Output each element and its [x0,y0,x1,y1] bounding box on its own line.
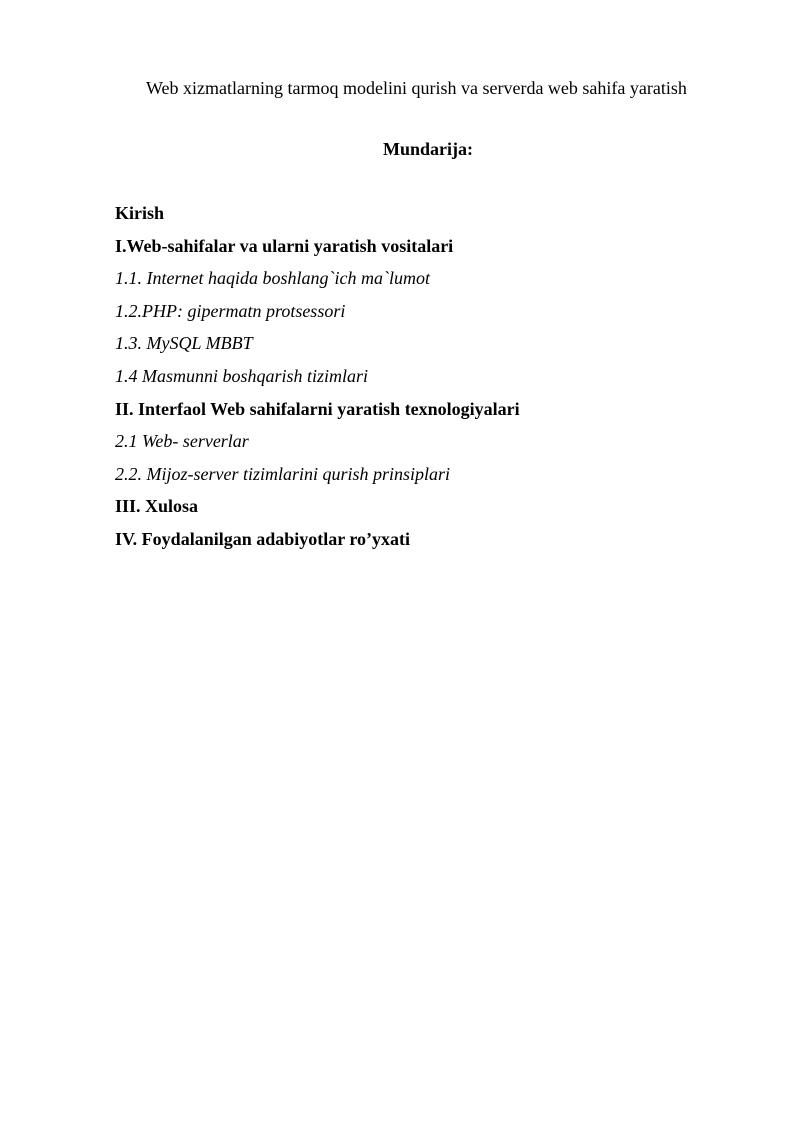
toc-heading: Mundarija: [383,139,473,159]
toc-entry-1-3: 1.3. MySQL MBBT [115,333,253,354]
toc-entry-1-2: 1.2.PHP: gipermatn protsessori [115,300,346,321]
document-title: Web xizmatlarning tarmoq modelini qurish va serverda web sahifa yaratish [146,78,687,98]
toc-entry-chapter-2: II. Interfaol Web sahifalarni yaratish texnologiyalari [115,398,520,419]
toc-entry-1-4: 1.4 Masmunni boshqarish tizimlari [115,365,369,386]
toc-entry-2-1: 2.1 Web- serverlar [115,431,249,452]
toc-entry-conclusion: III. Xulosa [115,496,199,517]
toc-entry-1-1: 1.1. Internet haqida boshlang`ich ma`lumot [115,268,430,289]
toc-entry-chapter-1: I.Web-sahifalar va ularni yaratish vositalari [115,235,454,256]
toc-entry-references: IV. Foydalanilgan adabiyotlar ro’yxati [115,528,411,549]
toc-entry-kirish: Kirish [115,203,165,223]
table-of-contents [115,201,520,560]
toc-entry-2-2: 2.2. Mijoz-server tizimlarini qurish prinsiplari [115,463,451,484]
